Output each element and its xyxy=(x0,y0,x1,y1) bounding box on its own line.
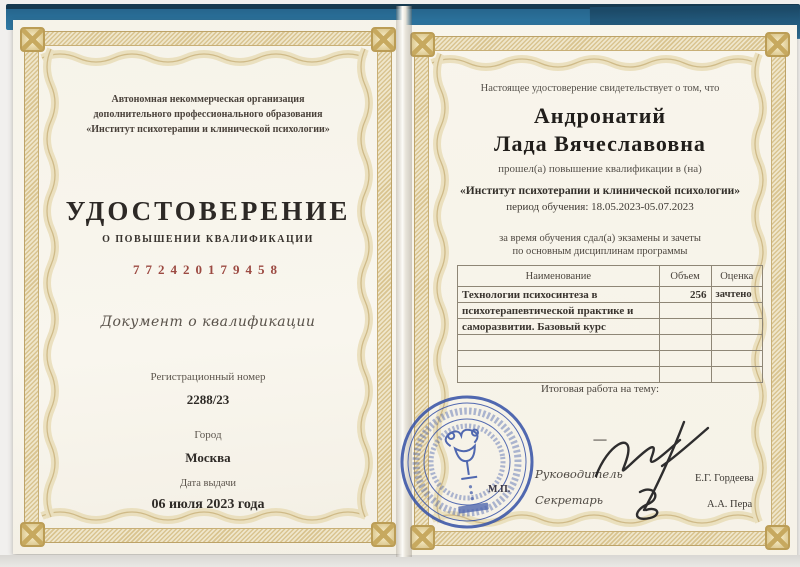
volume-cell xyxy=(659,319,711,335)
document-kind: Документ о квалификации xyxy=(100,314,316,330)
org-line: дополнительного профессионального образования xyxy=(93,109,323,120)
head-name: Е.Г. Гордеева xyxy=(695,473,754,484)
final-work-value: — xyxy=(593,431,607,446)
corner-rosette-icon xyxy=(765,32,790,57)
grade-cell xyxy=(711,367,762,383)
grade-cell xyxy=(711,303,762,319)
official-seal-stamp xyxy=(388,383,546,541)
qualification-statement: прошел(а) повышение квалификации в (на) xyxy=(498,163,702,175)
document-subtitle: О ПОВЫШЕНИИ КВАЛИФИКАЦИИ xyxy=(102,234,314,245)
registration-number-label: Регистрационный номер xyxy=(150,371,266,383)
column-header-grade: Оценка xyxy=(711,266,762,287)
certificate-left-page xyxy=(13,20,403,554)
table-row xyxy=(458,319,763,335)
course-name-cell: психотерапевтической практике и xyxy=(458,303,660,319)
table-header-row xyxy=(458,266,763,287)
course-name-cell xyxy=(458,335,660,351)
course-name-cell: Технологии психосинтеза в xyxy=(458,287,660,303)
org-line: Автономная некоммерческая организация xyxy=(111,94,305,105)
corner-rosette-icon xyxy=(20,522,45,547)
attestation-intro: Настоящее удостоверение свидетельствует о том, что xyxy=(480,83,720,94)
corner-rosette-icon xyxy=(20,27,45,52)
corner-rosette-icon xyxy=(371,522,396,547)
institute-name: «Институт психотерапии и клинической психологии» xyxy=(460,185,740,197)
document-title: УДОСТОВЕРЕНИЕ xyxy=(65,196,351,226)
head-role-label: Руководитель xyxy=(535,467,623,481)
issue-date-value: 06 июля 2023 года xyxy=(151,497,265,512)
seal-place-label: М.П. xyxy=(488,484,511,495)
table-row xyxy=(458,335,763,351)
volume-cell xyxy=(659,303,711,319)
table-row xyxy=(458,303,763,319)
table-row xyxy=(458,287,763,303)
grade-cell: зачтено xyxy=(711,287,762,303)
grade-cell xyxy=(711,351,762,367)
final-work-label: Итоговая работа на тему: xyxy=(540,383,660,395)
exams-note-line2: по основным дисциплинам программы xyxy=(512,246,688,257)
secretary-role-label: Секретарь xyxy=(535,493,604,507)
secretary-name: А.А. Пера xyxy=(707,499,753,510)
volume-cell xyxy=(659,367,711,383)
course-name-cell xyxy=(458,367,660,383)
city-value: Москва xyxy=(185,450,231,465)
exams-note-line1: за время обучения сдал(а) экзамены и зачеты xyxy=(499,233,701,244)
grade-cell xyxy=(711,335,762,351)
volume-cell: 256 xyxy=(659,287,711,303)
volume-cell xyxy=(659,351,711,367)
handwritten-signature xyxy=(588,414,728,532)
issue-date-label: Дата выдачи xyxy=(179,478,237,489)
registration-number-value: 2288/23 xyxy=(186,392,230,407)
city-label: Город xyxy=(194,429,222,441)
corner-rosette-icon xyxy=(371,27,396,52)
serial-number: 772420179458 xyxy=(133,262,283,277)
table-row xyxy=(458,351,763,367)
column-header-volume: Объем xyxy=(659,266,711,287)
holder-given-name: Лада Вячеславовна xyxy=(494,131,706,156)
disciplines-table xyxy=(457,265,763,383)
table-row xyxy=(458,367,763,383)
course-name-cell xyxy=(458,351,660,367)
course-name-cell: саморазвитии. Базовый курс xyxy=(458,319,660,335)
volume-cell xyxy=(659,335,711,351)
corner-rosette-icon xyxy=(765,525,790,550)
organization-name xyxy=(13,92,403,137)
corner-rosette-icon xyxy=(410,32,435,57)
holder-surname: Андронатий xyxy=(533,103,667,128)
study-period: период обучения: 18.05.2023-05.07.2023 xyxy=(506,201,694,213)
column-header-name: Наименование xyxy=(458,266,660,287)
org-line: «Институт психотерапии и клинической психологии» xyxy=(86,124,330,135)
grade-cell xyxy=(711,319,762,335)
